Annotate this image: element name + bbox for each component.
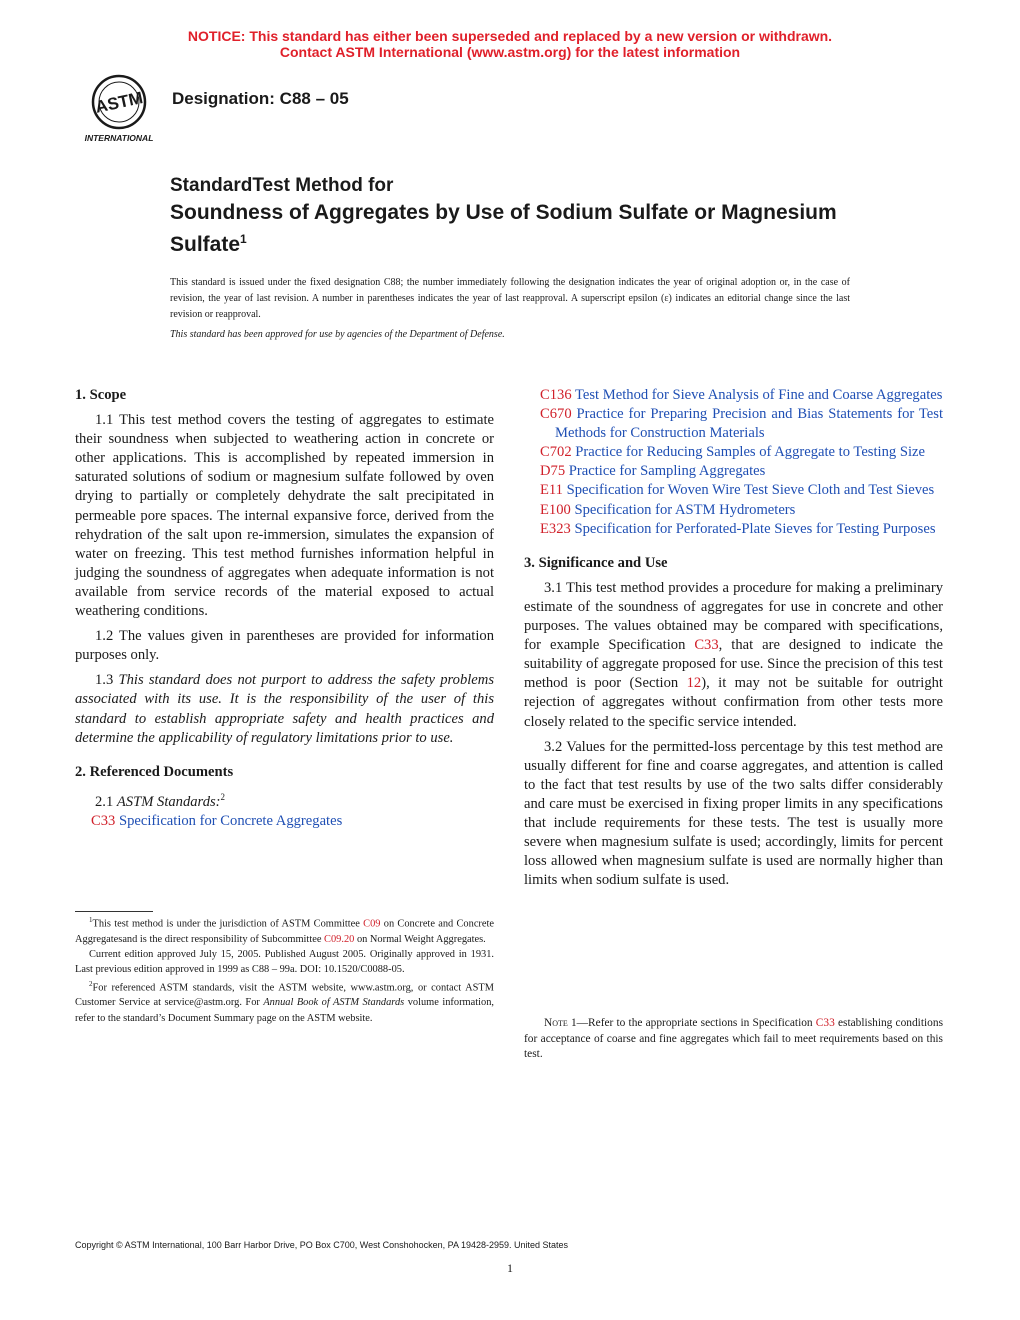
title-line-1: StandardTest Method for: [170, 175, 394, 196]
significance-para-1: 3.1 This test method provides a procedure for making a preliminary estimate of the soundness of aggregates for use in concrete and other purposes. The values obtained may be compared with specifications, for example Specification C33, that are designed to indicate the suitability of aggregate proposed for use. Since the precision of this test method is poor (Section 12), it may not be suitable for outright rejection of aggregates without confirmation from other tests more closely related to the specific service intended.: [524, 579, 944, 730]
scope-para-3: 1.3 This standard does not purport to address the safety problems associated with its use. It is the responsibility of the user of this standard to establish appropriate safety and health practices and determine the applicability of regulatory limitations prior to use.: [75, 672, 495, 746]
ref-item-c33[interactable]: C33 Specification for Concrete Aggregates: [91, 812, 343, 829]
approval-statement: This standard has been approved for use by agencies of the Department of Defense.: [170, 329, 505, 340]
ref-item-c136[interactable]: C136 Test Method for Sieve Analysis of Fine and Coarse Aggregates: [540, 387, 943, 403]
astm-standards-subhead: 2.1 ASTM Standards:$^2$: [95, 791, 226, 810]
page-title: Soundness of Aggregates by Use of Sodium Sulfate or Magnesium Sulfate$^1$: [170, 201, 837, 256]
left-column: [75, 386, 494, 831]
c0920-link[interactable]: C09.20: [324, 933, 355, 945]
designation: Designation: C88 – 05: [172, 89, 349, 108]
footnotes: [75, 913, 494, 1026]
footnote-divider: [75, 911, 153, 912]
copyright: Copyright © ASTM International, 100 Barr Harbor Drive, PO Box C700, West Conshohocken, PA 19428-2959. United States: [75, 1240, 569, 1250]
significance-heading: 3. Significance and Use: [524, 554, 668, 571]
ref-item-c702[interactable]: C702 Practice for Reducing Samples of Aggregate to Testing Size: [540, 444, 925, 461]
c33-link[interactable]: C33: [694, 637, 719, 654]
footnote-1-edition: Current edition approved July 15, 2005. Published August 2005. Originally approved in 1931. Last previous edition approved in 1999 as C88 – 99a. DOI: 10.1520/C0088-05.: [75, 948, 494, 975]
right-column: [524, 386, 943, 890]
note-1: Note 1—Refer to the appropriate sections in Specification C33 establishing conditions for acceptance of coarse and fine aggregates which fail to meet requirements based on this test.: [524, 1017, 944, 1061]
scope-para-1: 1.1 This test method covers the testing of aggregates to estimate their soundness when subjected to weathering action in concrete or other applications. This is accomplished by repeated immersion in saturated solutions of sodium or magnesium sulfate followed by oven drying to partially or completely dehydrate the salt precipitated in permeable pore spaces. The internal expansive force, derived from the rehydration of the salt upon re-immersion, simulates the expansion of water on freezing. This test method furnishes information helpful in judging the soundness of aggregates when adequate information is not available from service records of the material exposed to actual weathering conditions.: [75, 412, 494, 620]
significance-para-2: 3.2 Values for the permitted-loss percentage by this test method are usually different for fine and coarse aggregates, and attention is called to the fact that test results by use of the two salts differ considerably and care must be exercised in fixing proper limits in any specifications that include requirements for these tests. The test is usually more severe when magnesium sulfate is used; accordingly, limits for percent loss allowed when magnesium sulfate is used are normally higher than limits when sodium sulfate is used.: [524, 738, 943, 889]
issue-statement: This standard is issued under the fixed designation C88; the number immediately following the designation indicates the year of original adoption or, in the case of revision, the year of last revision. A number in parentheses indicates the year of last reapproval. A superscript epsilon (ε) indicates an editorial change since the last revision or reapproval.: [170, 277, 850, 320]
section-12-link[interactable]: 12: [686, 675, 702, 692]
footnote-2: $^2$For referenced ASTM standards, visit the ASTM website, www.astm.org, or contact ASTM Customer Service at service@astm.org. For Annual Book of ASTM Standards volume information, refer to the standard’s Document Summary page on the ASTM website.: [75, 979, 494, 1024]
footnote-1: $^1$This test method is under the jurisdiction of ASTM Committee C09 on Concrete and Concrete Aggregatesand is the direct responsibility of Subcommittee C09.20 on Normal Weight Aggregates.: [75, 916, 494, 945]
ref-item-e100[interactable]: E100 Specification for ASTM Hydrometers: [540, 501, 796, 518]
notice-line-2: Contact ASTM International (www.astm.org) for the latest information: [279, 44, 741, 60]
note-c33-link[interactable]: C33: [815, 1017, 835, 1029]
notice-line-1: NOTICE: This standard has either been superseded and replaced by a new version or withdrawn.: [187, 28, 833, 44]
scope-heading: 1. Scope: [75, 387, 127, 403]
astm-logo: [74, 72, 164, 146]
logo-wordmark: INTERNATIONAL: [84, 133, 154, 143]
referenced-heading: 2. Referenced Documents: [75, 763, 234, 780]
logo-letters: ASTM: [93, 88, 145, 117]
ref-item-e323[interactable]: E323 Specification for Perforated-Plate Sieves for Testing Purposes: [540, 520, 936, 537]
title-footnote-mark: 1: [240, 232, 247, 246]
ref-item-e11[interactable]: E11 Specification for Woven Wire Test Sieve Cloth and Test Sieves: [540, 482, 935, 499]
c09-link[interactable]: C09: [363, 918, 381, 930]
scope-para-2: 1.2 The values given in parentheses are provided for information purposes only.: [75, 628, 494, 664]
ref-item-c670[interactable]: C670 Practice for Preparing Precision and Bias Statements for Test Methods for Construction Materials: [540, 406, 943, 442]
ref-item-d75[interactable]: D75 Practice for Sampling Aggregates: [540, 463, 766, 480]
page-number: 1: [507, 1261, 513, 1275]
